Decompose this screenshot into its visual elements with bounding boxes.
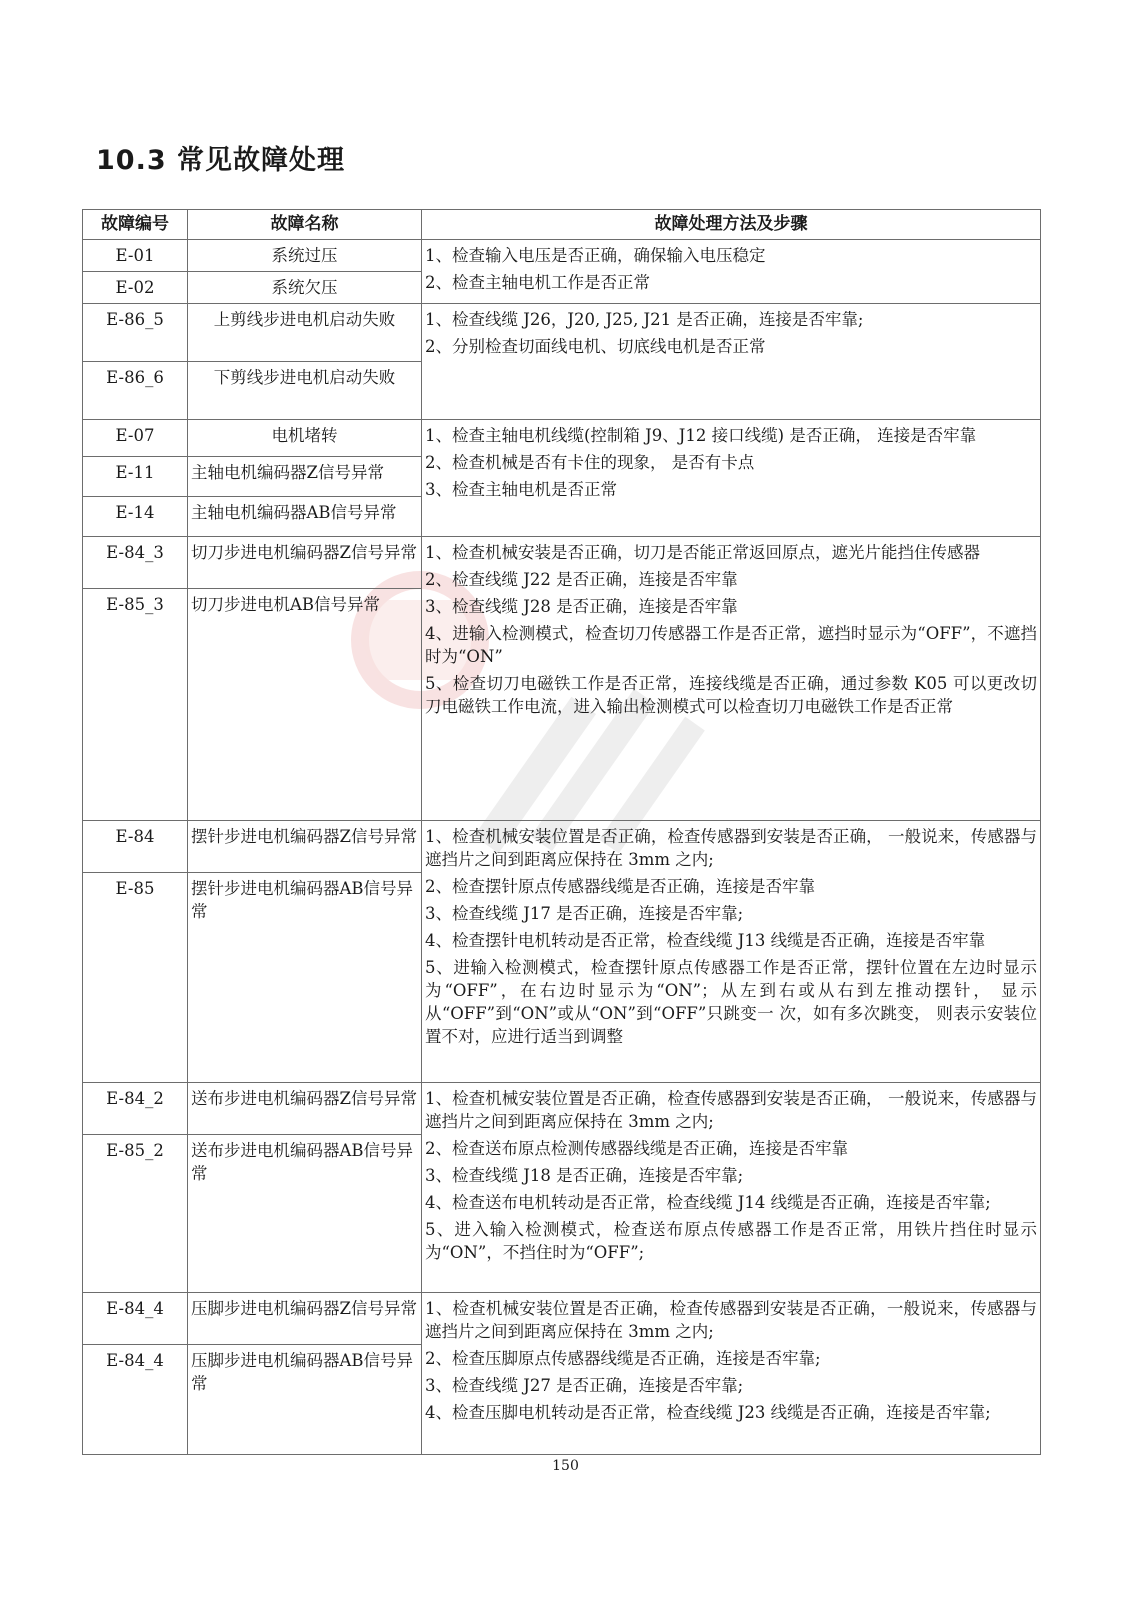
step-text: 4、检查摆针电机转动是否正常，检查线缆 J13 线缆是否正确，连接是否牢靠 [425,931,986,950]
fault-name: 压脚步进电机编码器Z信号异常 [188,1293,422,1345]
step-text: 1、检查机械安装是否正确，切刀是否能正常返回原点，遮光片能挡住传感器 [425,543,980,562]
step-text: 5、进输入检测模式，检查摆针原点传感器工作是否正常，摆针位置在左边时显示为“OFF”，在右边时显示为“ON”；从左到右或从右到左推动摆针， 显示从“OFF”到“ON”或从“ON”到“OFF”只跳变一 次，如有多次跳变， 则表示安装位置不对，应进行适当到调整 [425,958,1037,1046]
step-text: 2、分别检查切面线电机、切底线电机是否正常 [425,337,766,356]
step-text: 1、检查机械安装位置是否正确，检查传感器到安装是否正确， 一般说来，传感器与遮挡片之间到距离应保持在 3mm 之内; [425,827,1037,869]
fault-steps [422,821,1041,1083]
fault-steps [422,240,1041,304]
fault-code: E-02 [83,272,188,304]
step-text: 4、检查送布电机转动是否正常，检查线缆 J14 线缆是否正确，连接是否牢靠; [425,1193,991,1212]
table-row [83,304,1041,362]
fault-name: 电机堵转 [188,420,422,457]
fault-code: E-85_2 [83,1135,188,1293]
fault-name: 系统欠压 [188,272,422,304]
step-text: 5、进入输入检测模式，检查送布原点传感器工作是否正常，用铁片挡住时显示为“ON”，不挡住时为“OFF”; [425,1220,1037,1262]
fault-name: 主轴电机编码器Z信号异常 [188,457,422,497]
table-row [83,420,1041,457]
step-text: 2、检查摆针原点传感器线缆是否正确，连接是否牢靠 [425,877,815,896]
fault-code: E-86_5 [83,304,188,362]
fault-steps [422,1083,1041,1293]
step-text: 3、检查线缆 J28 是否正确，连接是否牢靠 [425,597,738,616]
step-text: 5、检查切刀电磁铁工作是否正常，连接线缆是否正确，通过参数 K05 可以更改切刀电磁铁工作电流，进入输出检测模式可以检查切刀电磁铁工作是否正常 [425,674,1037,716]
fault-code: E-84_2 [83,1083,188,1135]
step-text: 2、检查机械是否有卡住的现象， 是否有卡点 [425,453,755,472]
fault-code: E-14 [83,497,188,537]
fault-name: 摆针步进电机编码器AB信号异常 [188,873,422,1083]
page-number: 150 [552,1458,579,1474]
fault-name: 系统过压 [188,240,422,272]
step-text: 3、检查线缆 J18 是否正确，连接是否牢靠; [425,1166,744,1185]
fault-code: E-07 [83,420,188,457]
fault-code: E-11 [83,457,188,497]
fault-name: 下剪线步进电机启动失败 [188,362,422,420]
step-text: 3、检查线缆 J17 是否正确，连接是否牢靠; [425,904,744,923]
fault-code: E-84_3 [83,537,188,589]
page-title: 10.3 常见故障处理 [96,145,346,176]
table-row [83,1083,1041,1135]
table-row [83,240,1041,272]
step-text: 2、检查线缆 J22 是否正确，连接是否牢靠 [425,570,738,589]
fault-name: 送布步进电机编码器AB信号异常 [188,1135,422,1293]
fault-code: E-85_3 [83,589,188,821]
fault-code: E-01 [83,240,188,272]
step-text: 2、检查送布原点检测传感器线缆是否正确，连接是否牢靠 [425,1139,848,1158]
fault-code: E-86_6 [83,362,188,420]
fault-code: E-84 [83,821,188,873]
header-fault-code: 故障编号 [83,210,188,240]
fault-code: E-84_4 [83,1293,188,1345]
fault-steps [422,537,1041,821]
step-text: 1、检查机械安装位置是否正确，检查传感器到安装是否正确， 一般说来，传感器与遮挡片之间到距离应保持在 3mm 之内; [425,1089,1037,1131]
fault-name: 送布步进电机编码器Z信号异常 [188,1083,422,1135]
table-row [83,821,1041,873]
fault-name: 上剪线步进电机启动失败 [188,304,422,362]
fault-name: 切刀步进电机AB信号异常 [188,589,422,821]
fault-steps [422,420,1041,537]
fault-steps [422,1293,1041,1455]
step-text: 2、检查主轴电机工作是否正常 [425,273,650,292]
fault-name: 切刀步进电机编码器Z信号异常 [188,537,422,589]
fault-name: 主轴电机编码器AB信号异常 [188,497,422,537]
fault-code: E-84_4 [83,1345,188,1455]
step-text: 2、检查压脚原点传感器线缆是否正确，连接是否牢靠; [425,1349,821,1368]
table-row [83,537,1041,589]
step-text: 4、检查压脚电机转动是否正常，检查线缆 J23 线缆是否正确，连接是否牢靠; [425,1403,991,1422]
step-text: 3、检查线缆 J27 是否正确，连接是否牢靠; [425,1376,744,1395]
fault-name: 压脚步进电机编码器AB信号异常 [188,1345,422,1455]
fault-name: 摆针步进电机编码器Z信号异常 [188,821,422,873]
fault-table [82,209,1041,1455]
step-text: 1、检查输入电压是否正确，确保输入电压稳定 [425,246,766,265]
step-text: 4、进输入检测模式，检查切刀传感器工作是否正常，遮挡时显示为“OFF”，不遮挡时为“ON” [425,624,1037,666]
header-fault-steps: 故障处理方法及步骤 [422,210,1041,240]
table-header-row [83,210,1041,240]
step-text: 1、检查主轴电机线缆(控制箱 J9、J12 接口线缆) 是否正确， 连接是否牢靠 [425,426,977,445]
step-text: 1、检查线缆 J26，J20, J25, J21 是否正确，连接是否牢靠; [425,310,864,329]
table-row [83,1293,1041,1345]
header-fault-name: 故障名称 [188,210,422,240]
fault-steps [422,304,1041,420]
step-text: 3、检查主轴电机是否正常 [425,480,617,499]
fault-code: E-85 [83,873,188,1083]
step-text: 1、检查机械安装位置是否正确，检查传感器到安装是否正确，一般说来，传感器与遮挡片之间到距离应保持在 3mm 之内; [425,1299,1037,1341]
